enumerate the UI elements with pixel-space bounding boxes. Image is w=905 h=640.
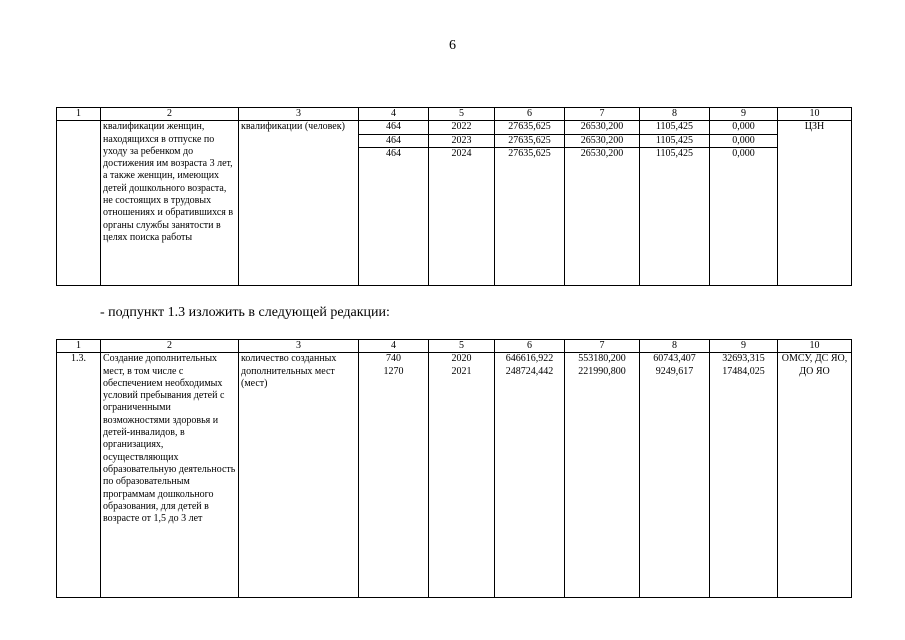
column-number: 7	[565, 340, 640, 353]
funding-col8: 1105,425	[640, 147, 710, 285]
indicator-value: 464	[359, 134, 429, 147]
item-description: Создание дополнительных мест, в том числе с обеспечением необходимых условий пребывания детей с ограниченными возможностями здоровья и детей-инвалидов, в организациях, осуществляющих образовательную деятельность по образовательным программам дошкольного образования, для детей в возрасте от 1,5 до 3 лет	[101, 353, 239, 598]
column-number: 1	[57, 108, 101, 121]
funding-col9: 0,000	[710, 134, 778, 147]
item-number-cell	[57, 121, 101, 286]
total-funding: 248724,442	[495, 366, 565, 598]
executor-cell: ЦЗН	[778, 121, 852, 286]
column-number: 8	[640, 340, 710, 353]
year-cell: 2024	[429, 147, 495, 285]
year-cell: 2020	[429, 353, 495, 366]
funding-col7: 553180,200	[565, 353, 640, 366]
funding-col7: 221990,800	[565, 366, 640, 598]
column-number: 1	[57, 340, 101, 353]
item-number-cell: 1.3.	[57, 353, 101, 598]
subpoint-instruction: - подпункт 1.3 изложить в следующей редакции:	[100, 305, 390, 320]
indicator-value: 464	[359, 147, 429, 285]
column-number: 3	[239, 108, 359, 121]
column-number: 4	[359, 108, 429, 121]
funding-col7: 26530,200	[565, 121, 640, 134]
table-row	[57, 353, 852, 366]
item-description: квалификации женщин, находящихся в отпуске по уходу за ребенком до достижения им возраста 3 лет, а также женщин, имеющих детей дошкольного возраста, не состоящих в трудовых отношениях и обратившихся в органы службы занятости в целях поиска работы	[101, 121, 239, 286]
column-number: 9	[710, 108, 778, 121]
funding-col9: 32693,315	[710, 353, 778, 366]
total-funding: 27635,625	[495, 134, 565, 147]
indicator-value: 1270	[359, 366, 429, 598]
column-number: 6	[495, 108, 565, 121]
year-cell: 2021	[429, 366, 495, 598]
column-number: 10	[778, 340, 852, 353]
funding-col9: 0,000	[710, 121, 778, 134]
table-row	[57, 121, 852, 134]
column-number: 5	[429, 108, 495, 121]
year-cell: 2023	[429, 134, 495, 147]
indicator-name: квалификации (человек)	[239, 121, 359, 286]
funding-col8: 9249,617	[640, 366, 710, 598]
column-number: 3	[239, 340, 359, 353]
column-number: 2	[101, 108, 239, 121]
year-cell: 2022	[429, 121, 495, 134]
column-number: 7	[565, 108, 640, 121]
program-table-subpoint-1-3	[56, 339, 852, 598]
funding-col7: 26530,200	[565, 134, 640, 147]
column-number: 5	[429, 340, 495, 353]
indicator-value: 464	[359, 121, 429, 134]
total-funding: 27635,625	[495, 147, 565, 285]
total-funding: 646616,922	[495, 353, 565, 366]
column-number: 9	[710, 340, 778, 353]
column-number: 10	[778, 108, 852, 121]
funding-col8: 1105,425	[640, 121, 710, 134]
indicator-value: 740	[359, 353, 429, 366]
column-number-row	[57, 340, 852, 353]
funding-col8: 1105,425	[640, 134, 710, 147]
funding-col9: 17484,025	[710, 366, 778, 598]
column-number: 2	[101, 340, 239, 353]
executor-cell: ОМСУ, ДС ЯО, ДО ЯО	[778, 353, 852, 598]
program-table-continuation	[56, 107, 852, 286]
indicator-name: количество созданных дополнительных мест (мест)	[239, 353, 359, 598]
funding-col7: 26530,200	[565, 147, 640, 285]
page-number: 6	[449, 38, 456, 53]
funding-col9: 0,000	[710, 147, 778, 285]
total-funding: 27635,625	[495, 121, 565, 134]
column-number-row	[57, 108, 852, 121]
column-number: 4	[359, 340, 429, 353]
column-number: 8	[640, 108, 710, 121]
column-number: 6	[495, 340, 565, 353]
funding-col8: 60743,407	[640, 353, 710, 366]
